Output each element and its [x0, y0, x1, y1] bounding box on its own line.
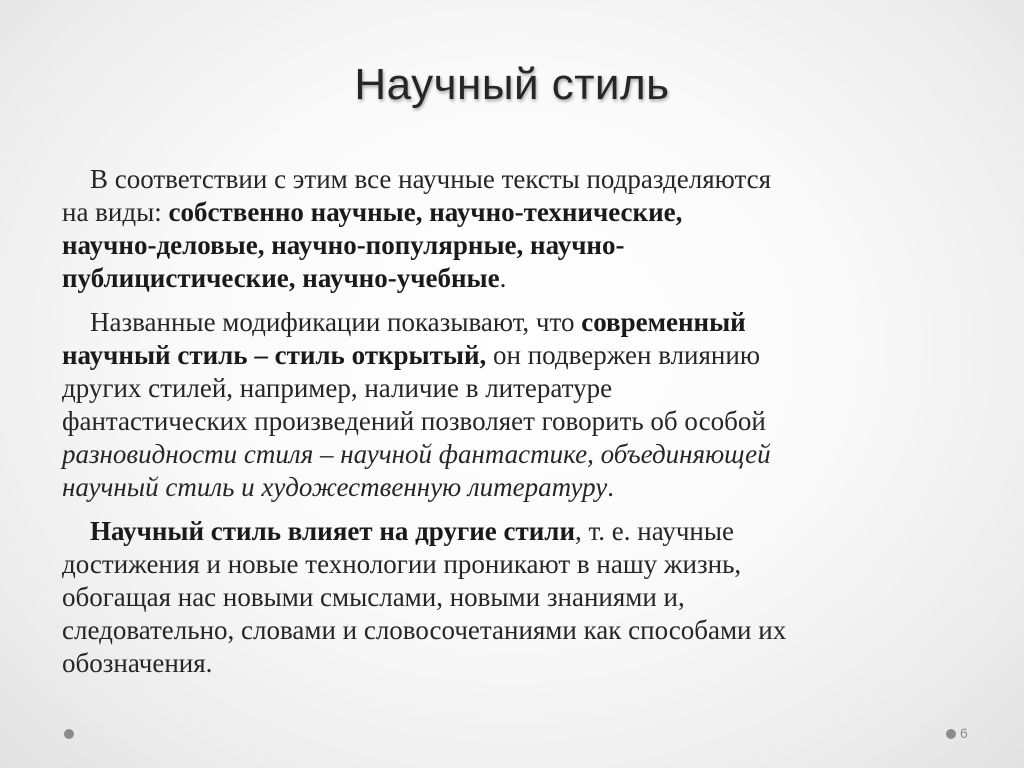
text-run: фантастических произведений позволяет говорить об особой: [62, 406, 766, 436]
text-run: следовательно, словами и словосочетаниями как способами их: [62, 615, 787, 645]
bold-text-run: собственно научные, научно-технические,: [168, 197, 683, 227]
text-run: обозначения.: [62, 648, 213, 678]
paragraph-3-line-3: [62, 581, 962, 614]
paragraph-3-line-2: [62, 548, 962, 581]
text-run: он подвержен влиянию: [486, 340, 760, 370]
footer-dot-left: [64, 729, 74, 739]
text-run: Названные модификации показывают, что: [90, 307, 582, 337]
paragraph-1-line-4: [62, 262, 962, 295]
text-run: на виды:: [62, 197, 169, 227]
text-run: В соответствии с этим все научные тексты подразделяются: [90, 164, 772, 194]
paragraph-2-line-6: [62, 471, 962, 504]
slide-body: [62, 163, 962, 691]
paragraph-1: [62, 163, 962, 295]
bold-text-run: современный: [581, 307, 746, 337]
bold-text-run: Научный стиль влияет на другие стили: [90, 516, 575, 546]
text-run: , т. е. научные: [575, 516, 734, 546]
text-run: обогащая нас новыми смыслами, новыми знаниями и,: [62, 582, 685, 612]
italic-text-run: разновидности стиля – научной фантастике, объединяющей: [62, 439, 771, 469]
paragraph-1-line-2: [62, 196, 962, 229]
paragraph-2-line-3: [62, 372, 962, 405]
italic-text-run: научный стиль и художественную литературу: [62, 472, 608, 502]
text-run: .: [499, 263, 507, 293]
text-run: .: [607, 472, 614, 502]
text-run: достижения и новые технологии проникают в нашу жизнь,: [62, 549, 742, 579]
paragraph-3-line-1: [62, 515, 962, 548]
text-run: других стилей, например, наличие в литературе: [62, 373, 613, 403]
paragraph-2-line-5: [62, 438, 962, 471]
bold-text-run: научно-деловые, научно-популярные, научно-: [62, 230, 625, 260]
bold-text-run: публицистические, научно-учебные: [62, 263, 500, 293]
paragraph-2-line-4: [62, 405, 962, 438]
paragraph-3-line-5: [62, 647, 962, 680]
bold-text-run: научный стиль – стиль открытый,: [62, 340, 487, 370]
paragraph-1-line-3: [62, 229, 962, 262]
page-number: 6: [960, 725, 968, 741]
paragraph-1-line-1: [62, 163, 962, 196]
footer-dot-right: [946, 729, 956, 739]
paragraph-2-line-2: [62, 339, 962, 372]
paragraph-2-line-1: [62, 306, 962, 339]
paragraph-3-line-4: [62, 614, 962, 647]
paragraph-2: [62, 306, 962, 504]
paragraph-3: [62, 515, 962, 680]
slide-title: Научный стиль: [354, 60, 670, 109]
